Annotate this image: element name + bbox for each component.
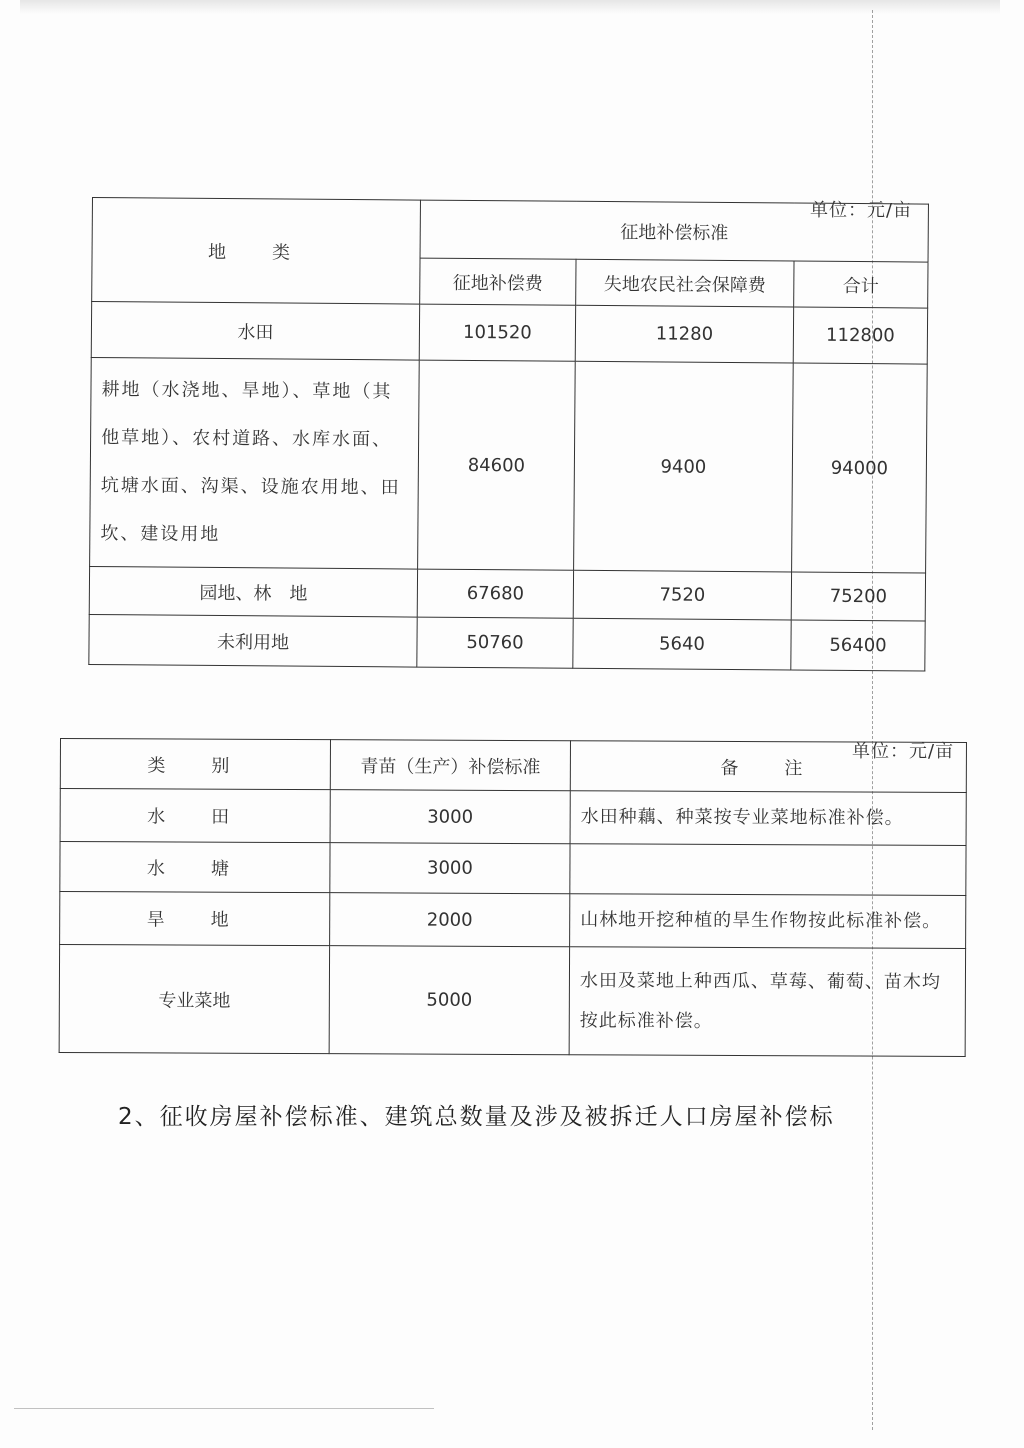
table-row	[60, 842, 966, 896]
land-type-cell: 水田	[91, 302, 419, 361]
table-row	[60, 892, 966, 949]
security-cell: 11280	[575, 305, 793, 363]
header-category: 类 别	[60, 739, 330, 790]
section-heading-text: 2、征收房屋补偿标准、建筑总数量及涉及被拆迁人口房屋补偿标	[118, 1104, 835, 1130]
total-cell: 94000	[792, 363, 928, 573]
fee-cell: 84600	[418, 360, 576, 570]
category-cell: 水 塘	[60, 842, 330, 893]
header-remark: 备 注	[570, 741, 966, 793]
header-compensation-standard: 征地补偿标准	[420, 200, 928, 262]
standard-cell: 3000	[330, 790, 570, 844]
total-cell: 112800	[793, 307, 927, 364]
remark-cell: 山林地开挖种植的旱生作物按此标准补偿。	[570, 894, 966, 949]
security-cell: 9400	[574, 361, 794, 572]
unit-label-2: 单位：元/亩	[852, 741, 955, 762]
land-compensation-table	[88, 197, 929, 672]
category-cell: 专业菜地	[59, 945, 329, 1054]
land-type-cell: 未利用地	[89, 614, 417, 667]
total-cell: 56400	[791, 620, 925, 671]
table-row	[60, 789, 966, 846]
land-type-cell: 园地、林 地	[89, 566, 417, 617]
land-type-cell: 耕地（水浇地、旱地）、草地（其他草地）、农村道路、水库水面、坑塘水面、沟渠、设施农用地、田坎、建设用地	[90, 357, 420, 569]
standard-cell: 3000	[330, 843, 570, 894]
security-cell: 7520	[573, 570, 791, 620]
table-row	[90, 357, 928, 573]
standard-cell: 2000	[330, 893, 570, 947]
header-crop-standard: 青苗（生产）补偿标准	[330, 740, 570, 791]
header-social-security: 失地农民社会保障费	[576, 259, 794, 307]
standard-cell: 5000	[329, 946, 569, 1055]
crop-compensation-table	[59, 738, 967, 1057]
unit-label-1: 单位：元/亩	[810, 200, 913, 221]
table-row	[89, 566, 925, 621]
remark-cell: 水田及菜地上种西瓜、草莓、葡萄、苗木均按此标准补偿。	[569, 947, 965, 1057]
remark-cell	[570, 844, 966, 896]
table-row	[59, 945, 965, 1057]
table-row	[89, 614, 925, 671]
fee-cell: 67680	[417, 569, 573, 618]
total-cell: 75200	[791, 572, 925, 621]
category-cell: 旱 地	[60, 892, 330, 946]
table-row	[91, 302, 927, 365]
category-cell: 水 田	[60, 789, 330, 843]
header-total: 合计	[794, 261, 928, 308]
security-cell: 5640	[573, 618, 791, 670]
scan-bottom-mark	[14, 1408, 434, 1409]
header-land-type: 地 类	[92, 198, 421, 305]
fee-cell: 50760	[417, 617, 573, 668]
remark-cell: 水田种藕、种菜按专业菜地标准补偿。	[570, 791, 966, 846]
fee-cell: 101520	[419, 304, 575, 361]
header-land-fee: 征地补偿费	[420, 258, 576, 305]
scan-edge-shadow	[20, 0, 1000, 14]
